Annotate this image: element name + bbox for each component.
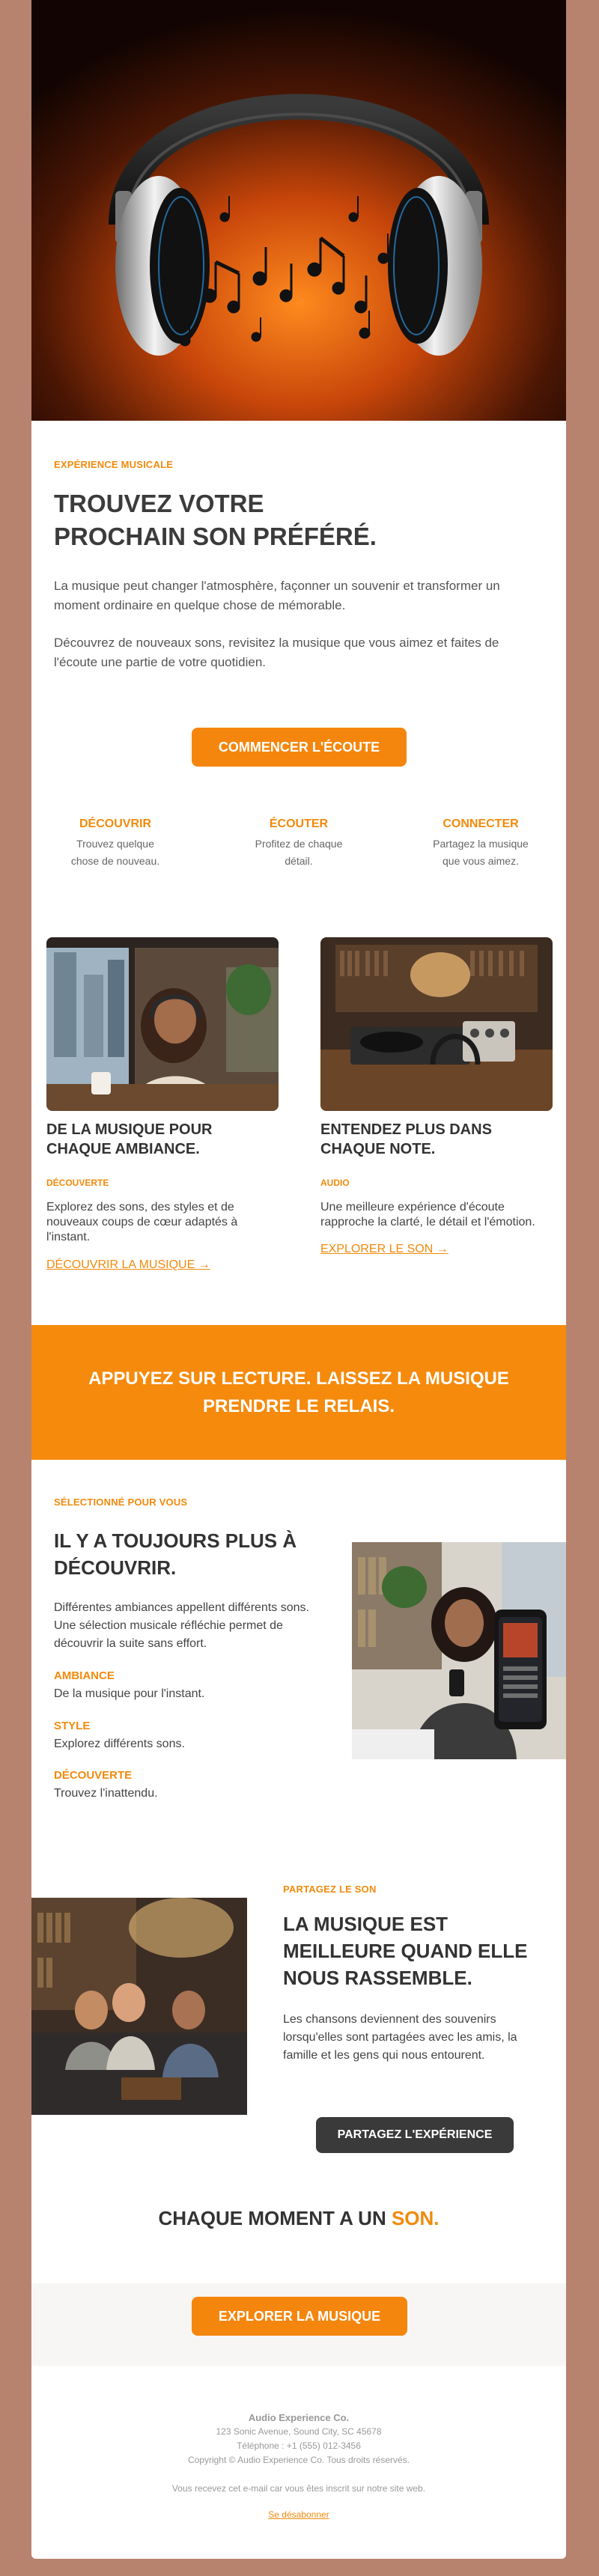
unsubscribe-link[interactable]: Se désabonner: [268, 2509, 329, 2520]
share-eyebrow: PARTAGEZ LE SON: [283, 1884, 377, 1895]
selected-title: [54, 1527, 338, 1581]
selected-title-line2: DÉCOUVRIR.: [54, 1556, 177, 1579]
selected-text: Différentes ambiances appellent différents sons. Une sélection musicale réfléchie permet de découvrir la suite sans effort.: [54, 1601, 309, 1650]
moment-headline-prefix: CHAQUE MOMENT A UN: [158, 2207, 386, 2229]
card-mood-title-line1: DE LA MUSIQUE POUR: [46, 1121, 213, 1138]
card-audio-title-line2: CHAQUE NOTE.: [320, 1141, 436, 1157]
woman-headphones-photo: [46, 937, 279, 1111]
intro-title-line1: TROUVEZ VOTRE: [54, 490, 264, 517]
footer-company: Audio Experience Co.: [248, 2412, 350, 2423]
selected-title-line1: IL Y A TOUJOURS PLUS À: [54, 1529, 297, 1552]
intro-title: [54, 487, 533, 553]
selected-item-tag-style: STYLE: [54, 1720, 91, 1732]
selected-eyebrow: SÉLECTIONNÉ POUR VOUS: [54, 1496, 188, 1508]
share-experience-button[interactable]: PARTAGEZ L'EXPÉRIENCE: [316, 2117, 514, 2153]
friends-sharing-photo: [31, 1898, 247, 2115]
feature-text-discover: Trouvez quelque chose de nouveau.: [70, 838, 160, 867]
intro-paragraph-2: Découvrez de nouveaux sons, revisitez la musique que vous aimez et faites de l'écoute une partie de votre quotidien.: [54, 636, 499, 669]
intro-eyebrow: EXPÉRIENCE MUSICALE: [54, 459, 174, 470]
hero-image: [31, 0, 566, 421]
moment-headline: [31, 2207, 566, 2230]
explore-sound-link[interactable]: EXPLORER LE SON →: [320, 1243, 449, 1255]
card-mood-title-line2: CHAQUE AMBIANCE.: [46, 1141, 200, 1157]
selected-item-text-ambiance: De la musique pour l'instant.: [54, 1687, 205, 1700]
selected-item-tag-ambiance: AMBIANCE: [54, 1669, 115, 1682]
footer-address: 123 Sonic Avenue, Sound City, SC 45678: [216, 2426, 382, 2437]
intro-paragraph-1: La musique peut changer l'atmosphère, façonner un souvenir et transformer un moment ordinaire en quelque chose de mémorable.: [54, 579, 500, 612]
share-title-line3: NOUS RASSEMBLE.: [283, 1967, 472, 1989]
footer-copyright: Copyright © Audio Experience Co. Tous droits réservés.: [187, 2455, 410, 2465]
selected-item-text-discovery: Trouvez l'inattendu.: [54, 1787, 158, 1800]
feature-text-listen: Profitez de chaque détail.: [255, 838, 343, 867]
woman-phone-photo: [352, 1542, 566, 1759]
card-audio-text: Une meilleure expérience d'écoute rapproche la clarté, le détail et l'émotion.: [320, 1201, 535, 1228]
feature-title-connect: CONNECTER: [443, 817, 519, 830]
explore-music-button[interactable]: EXPLORER LA MUSIQUE: [192, 2297, 407, 2336]
press-play-banner: [31, 1325, 566, 1460]
feature-title-listen: ÉCOUTER: [269, 817, 329, 830]
footer-phone: Téléphone : +1 (555) 012-3456: [237, 2440, 361, 2451]
selected-item-tag-discovery: DÉCOUVERTE: [54, 1769, 133, 1782]
card-audio-title: [320, 1120, 560, 1159]
selected-item-text-style: Explorez différents sons.: [54, 1738, 185, 1750]
press-play-text: APPUYEZ SUR LECTURE. LAISSEZ LA MUSIQUE PRENDRE LE RELAIS.: [88, 1368, 509, 1416]
card-mood-text: Explorez des sons, des styles et de nouveaux coups de cœur adaptés à l'instant.: [46, 1201, 238, 1243]
card-audio-tag: AUDIO: [320, 1178, 350, 1188]
turntable-photo: [320, 937, 553, 1111]
footer-notice: Vous recevez cet e-mail car vous êtes inscrit sur notre site web.: [171, 2483, 426, 2494]
share-text: Les chansons deviennent des souvenirs lorsqu'elles sont partagées avec les amis, la famille et les gens qui nous entourent.: [283, 2013, 517, 2062]
feature-title-discover: DÉCOUVRIR: [79, 817, 151, 830]
share-title: [283, 1910, 553, 1991]
feature-text-connect: Partagez la musique que vous aimez.: [433, 838, 529, 867]
card-mood-tag: DÉCOUVERTE: [46, 1178, 109, 1188]
card-mood-title: [46, 1120, 286, 1159]
start-listening-button[interactable]: COMMENCER L'ÉCOUTE: [192, 728, 407, 767]
card-audio-title-line1: ENTENDEZ PLUS DANS: [320, 1121, 492, 1138]
share-title-line1: LA MUSIQUE EST: [283, 1913, 449, 1935]
moment-headline-accent: SON.: [391, 2207, 440, 2229]
discover-music-link[interactable]: DÉCOUVRIR LA MUSIQUE →: [46, 1258, 210, 1271]
intro-title-line2: PROCHAIN SON PRÉFÉRÉ.: [54, 523, 377, 550]
email-container: [31, 0, 566, 2559]
share-title-line2: MEILLEURE QUAND ELLE: [283, 1940, 528, 1962]
